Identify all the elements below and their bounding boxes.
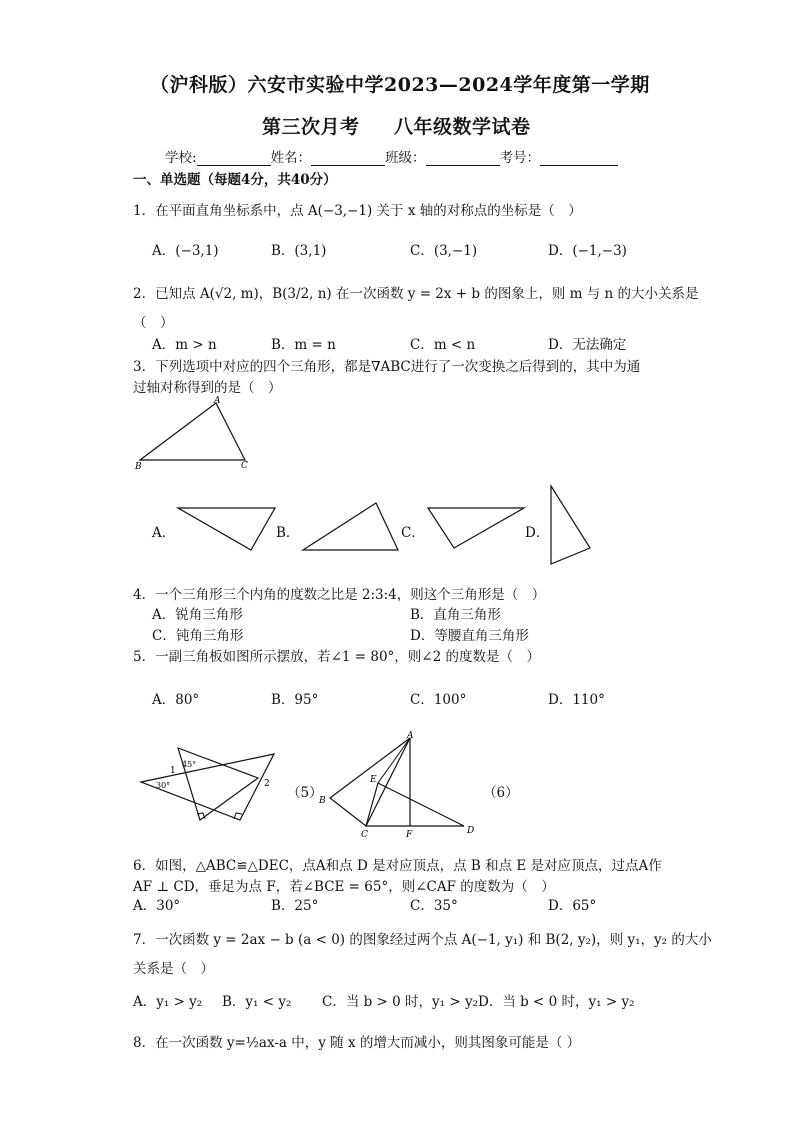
info-fields: [165, 146, 618, 166]
q7-option-d[interactable]: D．当 b < 0 时，y₁ > y₂: [478, 994, 635, 1010]
q2-option-c[interactable]: C．m < n: [410, 337, 476, 353]
q4-option-b[interactable]: B．直角三角形: [410, 607, 501, 623]
q4-option-c[interactable]: C．钝角三角形: [152, 628, 244, 644]
q2-option-b[interactable]: B．m = n: [271, 337, 336, 353]
q1-option-b[interactable]: B．(3,1): [271, 243, 327, 259]
q3-stem-line2: 过轴对称得到的是（ ）: [133, 380, 282, 396]
exam-title-line1: （沪科版）六安市实验中学2023—2024学年度第一学期: [150, 74, 650, 96]
q6-label-f: F: [406, 830, 413, 840]
section-title: 一、单选题（每题4分，共40分）: [133, 172, 337, 188]
q6-option-b[interactable]: B．25°: [271, 898, 319, 914]
q3-option-a-letter[interactable]: A．: [152, 525, 176, 541]
q8-stem: 8．在一次函数 y=½ax-a 中，y 随 x 的增大而减小，则其图象可能是（ ）: [133, 1035, 581, 1051]
q4-option-d[interactable]: D．等腰直角三角形: [410, 628, 529, 644]
q6-option-a[interactable]: A．30°: [133, 898, 181, 914]
q5-label-30: 30°: [156, 781, 171, 790]
q3-option-b-shape: [303, 503, 398, 550]
q7-option-b[interactable]: B．y₁ < y₂: [222, 994, 292, 1010]
q1-option-a[interactable]: A．(−3,1): [152, 243, 219, 259]
q3-label-b: B: [135, 462, 142, 472]
q6-label-e: E: [370, 775, 377, 785]
q2-option-d[interactable]: D．无法确定: [548, 337, 627, 353]
q3-label-c: C: [241, 461, 248, 471]
q6-option-d[interactable]: D．65°: [548, 898, 597, 914]
q6-triangle-dec: [366, 783, 464, 826]
q7-option-c[interactable]: C．当 b > 0 时，y₁ > y₂: [322, 994, 479, 1010]
q5-option-a[interactable]: A．80°: [152, 692, 200, 708]
q5-label-angle2: 2: [264, 779, 270, 789]
q3-option-c-shape: [428, 508, 524, 548]
class-blank[interactable]: [426, 151, 500, 166]
q6-label-d: D: [467, 826, 475, 836]
q2-stem-line1: 2．已知点 A(√2, m)，B(3/2, n) 在一次函数 y = 2x + b 的图象上，则 m 与 n 的大小关系是: [133, 286, 699, 302]
q7-option-a[interactable]: A．y₁ > y₂: [133, 994, 203, 1010]
class-label: 班级：: [385, 150, 426, 166]
q3-triangle-abc-figure: [130, 395, 260, 475]
q7-stem-line2: 关系是（ ）: [133, 961, 214, 977]
q1-stem: 1．在平面直角坐标系中，点 A(−3,−1) 关于 x 轴的对称点的坐标是（ ）: [133, 203, 582, 219]
school-blank[interactable]: [197, 151, 271, 166]
q3-option-b-letter[interactable]: B．: [276, 525, 300, 541]
name-label: 姓名：: [270, 150, 312, 166]
q3-option-a-triangle[interactable]: [175, 500, 280, 555]
q3-option-c-letter[interactable]: C．: [401, 525, 425, 541]
q5-set-squares-figure: [136, 740, 286, 830]
q4-stem: 4．一个三角形三个内角的度数之比是 2:3:4，则这个三角形是（ ）: [133, 587, 546, 603]
q5-option-c[interactable]: C．100°: [410, 692, 467, 708]
q3-label-a: A: [214, 396, 221, 406]
exam-title-line2-right: 八年级数学试卷: [394, 116, 531, 138]
q3-option-a-shape: [178, 508, 275, 550]
q5-stem: 5．一副三角板如图所示摆放，若∠1 = 80°，则∠2 的度数是（ ）: [133, 649, 541, 665]
q6-figure-tag: （6）: [483, 785, 519, 801]
q6-label-b: B: [319, 796, 326, 806]
q6-stem-line2: AF ⊥ CD，垂足为点 F，若∠BCE = 65°，则∠CAF 的度数为（ ）: [133, 879, 555, 895]
q1-option-d[interactable]: D．(−1,−3): [548, 243, 627, 259]
q3-stem-line1: 3．下列选项中对应的四个三角形，都是∇ABC进行了一次变换之后得到的，其中为通: [133, 359, 641, 375]
q2-stem-line2: （ ）: [133, 315, 174, 331]
q1-option-c[interactable]: C．(3,−1): [410, 243, 478, 259]
exam-no-blank[interactable]: [540, 151, 618, 166]
q6-segment-ea: [378, 738, 410, 783]
school-label: 学校:: [165, 150, 197, 166]
q3-option-d-letter[interactable]: D．: [525, 525, 550, 541]
q3-option-d-triangle[interactable]: [546, 482, 596, 567]
q4-option-a[interactable]: A．锐角三角形: [152, 607, 243, 623]
q5-label-angle1: 1: [170, 766, 176, 776]
q6-label-c: C: [361, 830, 368, 840]
q5-option-b[interactable]: B．95°: [271, 692, 319, 708]
q3-option-b-triangle[interactable]: [298, 500, 403, 555]
q6-option-c[interactable]: C．35°: [410, 898, 458, 914]
q7-stem-line1: 7．一次函数 y = 2ax − b (a < 0) 的图象经过两个点 A(−1, y₁) 和 B(2, y₂)，则 y₁，y₂ 的大小: [133, 932, 712, 948]
q3-option-c-triangle[interactable]: [424, 500, 529, 555]
q2-option-a[interactable]: A．m > n: [152, 337, 217, 353]
name-blank[interactable]: [311, 151, 385, 166]
q3-triangle-abc: [140, 403, 245, 460]
exam-no-label: 考号：: [499, 150, 541, 166]
q6-stem-line1: 6．如图，△ABC≌△DEC，点A和点 D 是对应顶点，点 B 和点 E 是对应顶点，过点A作: [133, 858, 662, 874]
exam-title-line2-left: 第三次月考: [262, 116, 360, 138]
q5-option-d[interactable]: D．110°: [548, 692, 605, 708]
q6-label-a: A: [407, 731, 414, 741]
q5-label-45: 45°: [182, 760, 197, 769]
q5-figure-tag: （5）: [287, 785, 323, 801]
q3-option-d-shape: [551, 486, 590, 564]
q6-triangles-figure: [314, 730, 484, 842]
